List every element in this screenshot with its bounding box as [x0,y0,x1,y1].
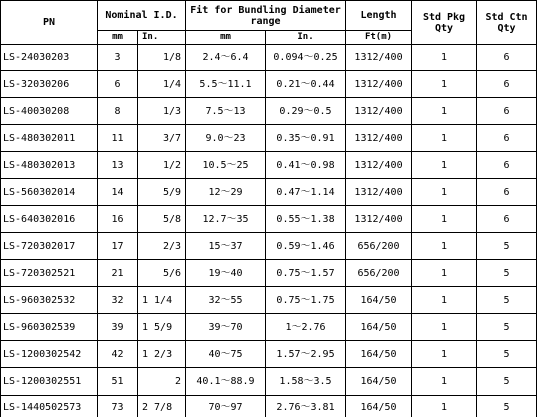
cell-pn: LS-1200302551 [1,368,98,396]
cell-fit-in: 0.47～1.14 [266,179,346,206]
cell-id-mm: 32 [98,287,138,314]
subheader-length-unit: Ft(m) [346,31,412,45]
cell-id-mm: 73 [98,396,138,417]
cell-std-pkg: 1 [412,396,477,417]
cell-std-ctn: 6 [477,71,537,98]
cell-id-in: 1/8 [138,45,186,71]
cell-length: 164/50 [346,287,412,314]
cell-std-ctn: 6 [477,125,537,152]
cell-id-mm: 13 [98,152,138,179]
cell-pn: LS-960302539 [1,314,98,341]
cell-std-ctn: 6 [477,206,537,233]
table-row [1,125,537,152]
cell-length: 1312/400 [346,125,412,152]
subheader-fit-in: In. [266,31,346,45]
cell-pn: LS-1440502573 [1,396,98,417]
cell-fit-mm: 70～97 [186,396,266,417]
cell-pn: LS-560302014 [1,179,98,206]
cell-pn: LS-1200302542 [1,341,98,368]
cell-std-pkg: 1 [412,98,477,125]
cell-id-in: 1 2/3 [138,341,186,368]
cell-fit-in: 1.57～2.95 [266,341,346,368]
cell-fit-mm: 32～55 [186,287,266,314]
cell-id-mm: 11 [98,125,138,152]
table-row [1,396,537,417]
cell-std-pkg: 1 [412,341,477,368]
cell-id-mm: 51 [98,368,138,396]
cell-std-pkg: 1 [412,314,477,341]
cell-id-mm: 21 [98,260,138,287]
cell-fit-mm: 12～29 [186,179,266,206]
cell-id-mm: 6 [98,71,138,98]
cell-length: 1312/400 [346,152,412,179]
header-length: Length [346,1,412,31]
cell-length: 656/200 [346,233,412,260]
cell-std-ctn: 5 [477,287,537,314]
cell-std-pkg: 1 [412,368,477,396]
cell-fit-in: 0.41～0.98 [266,152,346,179]
cell-pn: LS-720302521 [1,260,98,287]
cell-id-mm: 17 [98,233,138,260]
cell-std-ctn: 5 [477,314,537,341]
cell-id-mm: 39 [98,314,138,341]
header-fit-range: Fit for Bundling Diameter range [186,1,346,31]
cell-length: 164/50 [346,396,412,417]
cell-length: 1312/400 [346,206,412,233]
cell-fit-mm: 12.7～35 [186,206,266,233]
cell-fit-in: 0.35～0.91 [266,125,346,152]
cell-pn: LS-24030203 [1,45,98,71]
cell-id-in: 2/3 [138,233,186,260]
subheader-fit-mm: mm [186,31,266,45]
cell-std-ctn: 5 [477,341,537,368]
cell-std-ctn: 6 [477,45,537,71]
cell-fit-mm: 9.0～23 [186,125,266,152]
cell-id-in: 5/9 [138,179,186,206]
cell-id-in: 3/7 [138,125,186,152]
header-std-pkg: Std Pkg Qty [412,1,477,45]
cell-std-pkg: 1 [412,260,477,287]
cell-fit-in: 1.58～3.5 [266,368,346,396]
cell-id-in: 1 1/4 [138,287,186,314]
header-pn: PN [1,1,98,45]
table-row [1,341,537,368]
cell-fit-in: 0.29～0.5 [266,98,346,125]
cell-std-ctn: 6 [477,179,537,206]
cell-pn: LS-960302532 [1,287,98,314]
cell-length: 1312/400 [346,179,412,206]
cell-fit-in: 1～2.76 [266,314,346,341]
cell-pn: LS-480302011 [1,125,98,152]
table-row [1,233,537,260]
table-row [1,98,537,125]
cell-id-mm: 8 [98,98,138,125]
cell-length: 164/50 [346,341,412,368]
cell-fit-mm: 7.5～13 [186,98,266,125]
table-row [1,206,537,233]
cell-fit-mm: 10.5～25 [186,152,266,179]
table-row [1,45,537,71]
cell-std-pkg: 1 [412,287,477,314]
cell-id-mm: 3 [98,45,138,71]
subheader-id-mm: mm [98,31,138,45]
cell-id-mm: 42 [98,341,138,368]
cell-id-in: 5/6 [138,260,186,287]
cell-pn: LS-40030208 [1,98,98,125]
cell-pn: LS-640302016 [1,206,98,233]
cell-length: 1312/400 [346,98,412,125]
cell-std-pkg: 1 [412,206,477,233]
cell-std-pkg: 1 [412,45,477,71]
cell-fit-mm: 15～37 [186,233,266,260]
cell-id-in: 1/2 [138,152,186,179]
subheader-id-in: In. [138,31,186,45]
cell-id-in: 2 [138,368,186,396]
cell-fit-in: 0.21～0.44 [266,71,346,98]
cell-id-in: 2 7/8 [138,396,186,417]
cell-std-ctn: 6 [477,98,537,125]
cell-std-pkg: 1 [412,233,477,260]
cell-std-ctn: 5 [477,260,537,287]
cell-id-mm: 16 [98,206,138,233]
cell-std-ctn: 5 [477,396,537,417]
table-row [1,287,537,314]
cell-fit-mm: 5.5～11.1 [186,71,266,98]
cell-fit-mm: 2.4～6.4 [186,45,266,71]
header-nominal-id: Nominal I.D. [98,1,186,31]
cell-id-mm: 14 [98,179,138,206]
cell-id-in: 1/3 [138,98,186,125]
cell-length: 1312/400 [346,71,412,98]
cell-std-pkg: 1 [412,152,477,179]
cell-pn: LS-480302013 [1,152,98,179]
header-std-ctn: Std Ctn Qty [477,1,537,45]
cell-std-ctn: 6 [477,152,537,179]
table-row [1,314,537,341]
cell-std-ctn: 5 [477,233,537,260]
cell-length: 164/50 [346,368,412,396]
table-row [1,152,537,179]
cell-fit-in: 2.76～3.81 [266,396,346,417]
cell-fit-mm: 40～75 [186,341,266,368]
cell-std-ctn: 5 [477,368,537,396]
cell-pn: LS-32030206 [1,71,98,98]
cell-pn: LS-720302017 [1,233,98,260]
cell-fit-in: 0.75～1.57 [266,260,346,287]
cell-length: 656/200 [346,260,412,287]
cell-fit-in: 0.59～1.46 [266,233,346,260]
cell-fit-mm: 39～70 [186,314,266,341]
cell-std-pkg: 1 [412,125,477,152]
cell-fit-in: 0.75～1.75 [266,287,346,314]
cell-length: 164/50 [346,314,412,341]
cell-fit-mm: 19～40 [186,260,266,287]
cell-fit-in: 0.55～1.38 [266,206,346,233]
cell-id-in: 1/4 [138,71,186,98]
cell-std-pkg: 1 [412,179,477,206]
header-row [1,1,537,31]
cell-id-in: 1 5/9 [138,314,186,341]
cell-std-pkg: 1 [412,71,477,98]
cell-id-in: 5/8 [138,206,186,233]
cell-length: 1312/400 [346,45,412,71]
table-row [1,71,537,98]
cell-fit-mm: 40.1～88.9 [186,368,266,396]
table-row [1,368,537,396]
table-row [1,179,537,206]
cell-fit-in: 0.094～0.25 [266,45,346,71]
table-row [1,260,537,287]
